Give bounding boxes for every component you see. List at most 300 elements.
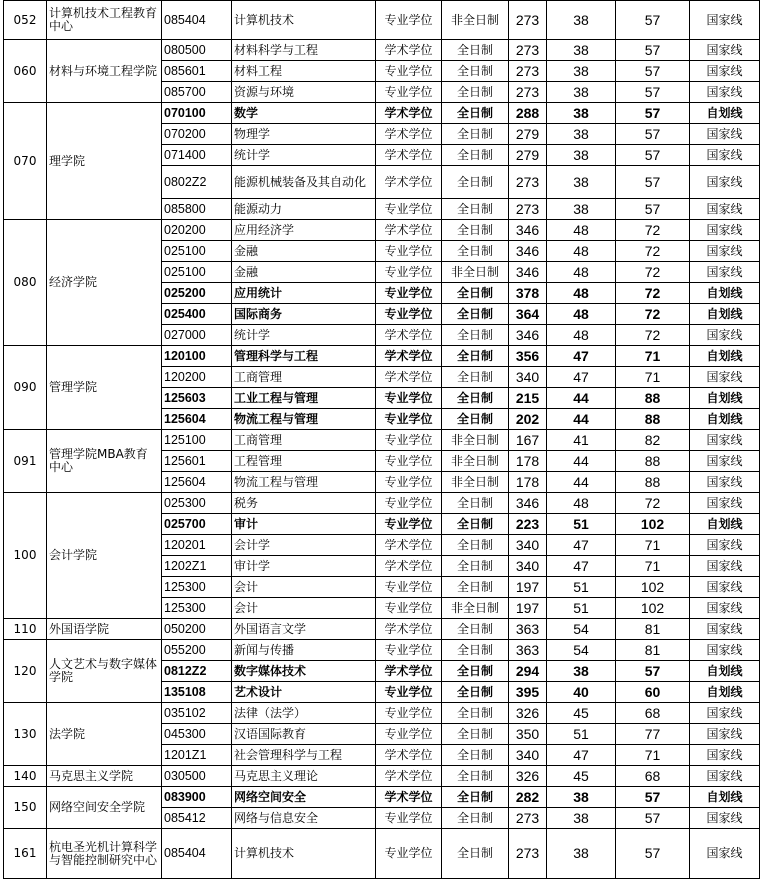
line-type-cell: 自划线 <box>690 283 760 304</box>
line-type-cell: 自划线 <box>690 661 760 682</box>
college-name-cell: 人文艺术与数字媒体学院 <box>47 640 162 703</box>
single-over-100-score-cell: 71 <box>616 745 690 766</box>
major-code-cell: 085404 <box>162 1 232 40</box>
major-name-cell: 物理学 <box>232 124 376 145</box>
degree-type-cell: 学术学位 <box>376 745 442 766</box>
study-mode-cell: 全日制 <box>442 367 509 388</box>
major-code-cell: 050200 <box>162 619 232 640</box>
line-type-cell: 国家线 <box>690 619 760 640</box>
table-row <box>4 703 760 724</box>
single-over-100-score-cell: 57 <box>616 124 690 145</box>
single-over-100-score-cell: 82 <box>616 430 690 451</box>
major-code-cell: 1201Z1 <box>162 745 232 766</box>
line-type-cell: 自划线 <box>690 682 760 703</box>
line-type-cell: 国家线 <box>690 829 760 879</box>
single-over-100-score-cell: 57 <box>616 61 690 82</box>
degree-type-cell: 专业学位 <box>376 451 442 472</box>
study-mode-cell: 全日制 <box>442 619 509 640</box>
major-code-cell: 045300 <box>162 724 232 745</box>
college-code-cell: 091 <box>4 430 47 493</box>
single-over-100-score-cell: 57 <box>616 661 690 682</box>
total-score-cell: 178 <box>509 451 547 472</box>
major-name-cell: 工商管理 <box>232 367 376 388</box>
single-100-score-cell: 38 <box>547 61 616 82</box>
major-name-cell: 审计 <box>232 514 376 535</box>
major-name-cell: 材料工程 <box>232 61 376 82</box>
total-score-cell: 279 <box>509 124 547 145</box>
degree-type-cell: 学术学位 <box>376 556 442 577</box>
study-mode-cell: 全日制 <box>442 241 509 262</box>
single-100-score-cell: 38 <box>547 661 616 682</box>
single-over-100-score-cell: 72 <box>616 304 690 325</box>
major-name-cell: 网络空间安全 <box>232 787 376 808</box>
line-type-cell: 国家线 <box>690 598 760 619</box>
line-type-cell: 国家线 <box>690 40 760 61</box>
major-name-cell: 数字媒体技术 <box>232 661 376 682</box>
total-score-cell: 340 <box>509 535 547 556</box>
total-score-cell: 273 <box>509 808 547 829</box>
total-score-cell: 326 <box>509 766 547 787</box>
single-100-score-cell: 47 <box>547 535 616 556</box>
major-name-cell: 计算机技术 <box>232 1 376 40</box>
table-row <box>4 220 760 241</box>
degree-type-cell: 学术学位 <box>376 787 442 808</box>
major-name-cell: 能源机械装备及其自动化 <box>232 166 376 199</box>
major-name-cell: 物流工程与管理 <box>232 472 376 493</box>
total-score-cell: 273 <box>509 40 547 61</box>
table-row <box>4 787 760 808</box>
line-type-cell: 自划线 <box>690 514 760 535</box>
study-mode-cell: 全日制 <box>442 829 509 879</box>
total-score-cell: 363 <box>509 640 547 661</box>
major-code-cell: 027000 <box>162 325 232 346</box>
total-score-cell: 378 <box>509 283 547 304</box>
single-over-100-score-cell: 71 <box>616 535 690 556</box>
degree-type-cell: 专业学位 <box>376 283 442 304</box>
major-name-cell: 工商管理 <box>232 430 376 451</box>
study-mode-cell: 全日制 <box>442 283 509 304</box>
study-mode-cell: 全日制 <box>442 703 509 724</box>
degree-type-cell: 学术学位 <box>376 103 442 124</box>
study-mode-cell: 全日制 <box>442 661 509 682</box>
total-score-cell: 273 <box>509 82 547 103</box>
major-code-cell: 025100 <box>162 262 232 283</box>
total-score-cell: 294 <box>509 661 547 682</box>
single-100-score-cell: 48 <box>547 304 616 325</box>
major-code-cell: 035102 <box>162 703 232 724</box>
study-mode-cell: 全日制 <box>442 682 509 703</box>
degree-type-cell: 专业学位 <box>376 409 442 430</box>
major-name-cell: 应用经济学 <box>232 220 376 241</box>
major-code-cell: 070200 <box>162 124 232 145</box>
college-name-cell: 经济学院 <box>47 220 162 346</box>
total-score-cell: 346 <box>509 220 547 241</box>
line-type-cell: 自划线 <box>690 409 760 430</box>
degree-type-cell: 学术学位 <box>376 367 442 388</box>
major-name-cell: 统计学 <box>232 325 376 346</box>
major-code-cell: 120200 <box>162 367 232 388</box>
degree-type-cell: 专业学位 <box>376 1 442 40</box>
single-over-100-score-cell: 77 <box>616 724 690 745</box>
table-row <box>4 619 760 640</box>
major-code-cell: 071400 <box>162 145 232 166</box>
degree-type-cell: 专业学位 <box>376 493 442 514</box>
single-over-100-score-cell: 57 <box>616 103 690 124</box>
single-over-100-score-cell: 72 <box>616 241 690 262</box>
major-name-cell: 数学 <box>232 103 376 124</box>
study-mode-cell: 全日制 <box>442 493 509 514</box>
single-over-100-score-cell: 68 <box>616 766 690 787</box>
degree-type-cell: 专业学位 <box>376 82 442 103</box>
college-name-cell: 马克思主义学院 <box>47 766 162 787</box>
single-100-score-cell: 38 <box>547 808 616 829</box>
single-100-score-cell: 48 <box>547 220 616 241</box>
line-type-cell: 国家线 <box>690 808 760 829</box>
total-score-cell: 167 <box>509 430 547 451</box>
single-100-score-cell: 44 <box>547 409 616 430</box>
line-type-cell: 自划线 <box>690 103 760 124</box>
degree-type-cell: 专业学位 <box>376 241 442 262</box>
major-name-cell: 会计 <box>232 577 376 598</box>
table-row <box>4 40 760 61</box>
major-code-cell: 0802Z2 <box>162 166 232 199</box>
single-over-100-score-cell: 88 <box>616 388 690 409</box>
major-name-cell: 网络与信息安全 <box>232 808 376 829</box>
major-code-cell: 030500 <box>162 766 232 787</box>
degree-type-cell: 专业学位 <box>376 640 442 661</box>
table-row <box>4 103 760 124</box>
total-score-cell: 223 <box>509 514 547 535</box>
line-type-cell: 自划线 <box>690 787 760 808</box>
major-code-cell: 025700 <box>162 514 232 535</box>
degree-type-cell: 专业学位 <box>376 388 442 409</box>
college-name-cell: 会计学院 <box>47 493 162 619</box>
major-code-cell: 135108 <box>162 682 232 703</box>
single-over-100-score-cell: 71 <box>616 367 690 388</box>
table-row <box>4 1 760 40</box>
table-row <box>4 430 760 451</box>
degree-type-cell: 专业学位 <box>376 199 442 220</box>
single-100-score-cell: 40 <box>547 682 616 703</box>
study-mode-cell: 全日制 <box>442 166 509 199</box>
major-name-cell: 工业工程与管理 <box>232 388 376 409</box>
study-mode-cell: 全日制 <box>442 577 509 598</box>
single-100-score-cell: 47 <box>547 346 616 367</box>
single-100-score-cell: 47 <box>547 745 616 766</box>
major-code-cell: 085412 <box>162 808 232 829</box>
major-name-cell: 审计学 <box>232 556 376 577</box>
total-score-cell: 215 <box>509 388 547 409</box>
major-name-cell: 会计学 <box>232 535 376 556</box>
degree-type-cell: 专业学位 <box>376 829 442 879</box>
line-type-cell: 自划线 <box>690 304 760 325</box>
major-code-cell: 025400 <box>162 304 232 325</box>
line-type-cell: 国家线 <box>690 241 760 262</box>
line-type-cell: 国家线 <box>690 199 760 220</box>
college-name-cell: 管理学院 <box>47 346 162 430</box>
degree-type-cell: 专业学位 <box>376 304 442 325</box>
college-name-cell: 理学院 <box>47 103 162 220</box>
total-score-cell: 288 <box>509 103 547 124</box>
college-name-cell: 杭电圣光机计算科学与智能控制研究中心 <box>47 829 162 879</box>
line-type-cell: 国家线 <box>690 262 760 283</box>
major-name-cell: 金融 <box>232 262 376 283</box>
major-name-cell: 金融 <box>232 241 376 262</box>
total-score-cell: 346 <box>509 493 547 514</box>
single-100-score-cell: 38 <box>547 829 616 879</box>
degree-type-cell: 专业学位 <box>376 724 442 745</box>
study-mode-cell: 全日制 <box>442 556 509 577</box>
total-score-cell: 340 <box>509 556 547 577</box>
major-name-cell: 能源动力 <box>232 199 376 220</box>
total-score-cell: 197 <box>509 598 547 619</box>
degree-type-cell: 专业学位 <box>376 61 442 82</box>
study-mode-cell: 全日制 <box>442 325 509 346</box>
single-100-score-cell: 38 <box>547 145 616 166</box>
line-type-cell: 国家线 <box>690 766 760 787</box>
total-score-cell: 273 <box>509 61 547 82</box>
major-name-cell: 国际商务 <box>232 304 376 325</box>
major-name-cell: 艺术设计 <box>232 682 376 703</box>
single-100-score-cell: 41 <box>547 430 616 451</box>
single-100-score-cell: 48 <box>547 241 616 262</box>
major-code-cell: 085404 <box>162 829 232 879</box>
degree-type-cell: 学术学位 <box>376 124 442 145</box>
line-type-cell: 国家线 <box>690 493 760 514</box>
major-code-cell: 055200 <box>162 640 232 661</box>
total-score-cell: 197 <box>509 577 547 598</box>
single-over-100-score-cell: 88 <box>616 409 690 430</box>
total-score-cell: 395 <box>509 682 547 703</box>
single-over-100-score-cell: 71 <box>616 346 690 367</box>
total-score-cell: 202 <box>509 409 547 430</box>
college-name-cell: 计算机技术工程教育中心 <box>47 1 162 40</box>
single-over-100-score-cell: 57 <box>616 82 690 103</box>
degree-type-cell: 专业学位 <box>376 430 442 451</box>
major-code-cell: 085601 <box>162 61 232 82</box>
single-100-score-cell: 51 <box>547 724 616 745</box>
study-mode-cell: 全日制 <box>442 199 509 220</box>
degree-type-cell: 专业学位 <box>376 514 442 535</box>
single-over-100-score-cell: 72 <box>616 283 690 304</box>
single-over-100-score-cell: 102 <box>616 577 690 598</box>
total-score-cell: 356 <box>509 346 547 367</box>
line-type-cell: 国家线 <box>690 166 760 199</box>
single-100-score-cell: 38 <box>547 166 616 199</box>
major-code-cell: 125604 <box>162 472 232 493</box>
study-mode-cell: 全日制 <box>442 766 509 787</box>
college-name-cell: 网络空间安全学院 <box>47 787 162 829</box>
line-type-cell: 国家线 <box>690 703 760 724</box>
degree-type-cell: 专业学位 <box>376 598 442 619</box>
degree-type-cell: 学术学位 <box>376 166 442 199</box>
study-mode-cell: 全日制 <box>442 409 509 430</box>
single-100-score-cell: 38 <box>547 1 616 40</box>
single-over-100-score-cell: 57 <box>616 166 690 199</box>
single-100-score-cell: 38 <box>547 40 616 61</box>
college-code-cell: 100 <box>4 493 47 619</box>
degree-type-cell: 专业学位 <box>376 577 442 598</box>
degree-type-cell: 专业学位 <box>376 703 442 724</box>
single-100-score-cell: 38 <box>547 103 616 124</box>
study-mode-cell: 全日制 <box>442 640 509 661</box>
table-row <box>4 493 760 514</box>
major-code-cell: 020200 <box>162 220 232 241</box>
total-score-cell: 363 <box>509 619 547 640</box>
major-name-cell: 材料科学与工程 <box>232 40 376 61</box>
college-name-cell: 外国语学院 <box>47 619 162 640</box>
single-100-score-cell: 51 <box>547 598 616 619</box>
major-code-cell: 085700 <box>162 82 232 103</box>
major-code-cell: 125300 <box>162 577 232 598</box>
line-type-cell: 国家线 <box>690 325 760 346</box>
table-row <box>4 829 760 879</box>
study-mode-cell: 非全日制 <box>442 1 509 40</box>
table-row <box>4 766 760 787</box>
single-over-100-score-cell: 81 <box>616 640 690 661</box>
study-mode-cell: 全日制 <box>442 145 509 166</box>
degree-type-cell: 学术学位 <box>376 40 442 61</box>
single-over-100-score-cell: 68 <box>616 703 690 724</box>
single-100-score-cell: 38 <box>547 199 616 220</box>
major-code-cell: 080500 <box>162 40 232 61</box>
single-over-100-score-cell: 102 <box>616 598 690 619</box>
single-over-100-score-cell: 88 <box>616 472 690 493</box>
single-100-score-cell: 47 <box>547 556 616 577</box>
college-code-cell: 070 <box>4 103 47 220</box>
total-score-cell: 273 <box>509 166 547 199</box>
line-type-cell: 自划线 <box>690 388 760 409</box>
study-mode-cell: 全日制 <box>442 388 509 409</box>
major-name-cell: 马克思主义理论 <box>232 766 376 787</box>
study-mode-cell: 全日制 <box>442 304 509 325</box>
single-over-100-score-cell: 57 <box>616 787 690 808</box>
major-name-cell: 新闻与传播 <box>232 640 376 661</box>
degree-type-cell: 学术学位 <box>376 619 442 640</box>
major-code-cell: 085800 <box>162 199 232 220</box>
table-row <box>4 640 760 661</box>
single-over-100-score-cell: 57 <box>616 199 690 220</box>
degree-type-cell: 学术学位 <box>376 325 442 346</box>
study-mode-cell: 全日制 <box>442 724 509 745</box>
major-name-cell: 法律（法学） <box>232 703 376 724</box>
major-code-cell: 070100 <box>162 103 232 124</box>
total-score-cell: 340 <box>509 745 547 766</box>
total-score-cell: 282 <box>509 787 547 808</box>
line-type-cell: 国家线 <box>690 535 760 556</box>
line-type-cell: 国家线 <box>690 577 760 598</box>
major-code-cell: 125603 <box>162 388 232 409</box>
study-mode-cell: 全日制 <box>442 61 509 82</box>
total-score-cell: 346 <box>509 241 547 262</box>
major-name-cell: 应用统计 <box>232 283 376 304</box>
major-name-cell: 管理科学与工程 <box>232 346 376 367</box>
degree-type-cell: 学术学位 <box>376 661 442 682</box>
total-score-cell: 326 <box>509 703 547 724</box>
total-score-cell: 178 <box>509 472 547 493</box>
college-code-cell: 080 <box>4 220 47 346</box>
line-type-cell: 国家线 <box>690 556 760 577</box>
major-code-cell: 125604 <box>162 409 232 430</box>
major-name-cell: 社会管理科学与工程 <box>232 745 376 766</box>
college-name-cell: 法学院 <box>47 703 162 766</box>
study-mode-cell: 非全日制 <box>442 451 509 472</box>
single-over-100-score-cell: 72 <box>616 262 690 283</box>
line-type-cell: 国家线 <box>690 472 760 493</box>
degree-type-cell: 专业学位 <box>376 262 442 283</box>
study-mode-cell: 全日制 <box>442 124 509 145</box>
single-over-100-score-cell: 57 <box>616 808 690 829</box>
study-mode-cell: 非全日制 <box>442 472 509 493</box>
line-type-cell: 自划线 <box>690 346 760 367</box>
degree-type-cell: 学术学位 <box>376 220 442 241</box>
table-row <box>4 346 760 367</box>
college-code-cell: 090 <box>4 346 47 430</box>
major-code-cell: 125300 <box>162 598 232 619</box>
line-type-cell: 国家线 <box>690 124 760 145</box>
line-type-cell: 国家线 <box>690 1 760 40</box>
study-mode-cell: 非全日制 <box>442 598 509 619</box>
line-type-cell: 国家线 <box>690 61 760 82</box>
single-100-score-cell: 38 <box>547 82 616 103</box>
line-type-cell: 国家线 <box>690 430 760 451</box>
major-code-cell: 083900 <box>162 787 232 808</box>
single-over-100-score-cell: 81 <box>616 619 690 640</box>
study-mode-cell: 全日制 <box>442 346 509 367</box>
major-name-cell: 工程管理 <box>232 451 376 472</box>
single-100-score-cell: 38 <box>547 124 616 145</box>
single-over-100-score-cell: 88 <box>616 451 690 472</box>
total-score-cell: 273 <box>509 829 547 879</box>
college-code-cell: 140 <box>4 766 47 787</box>
study-mode-cell: 全日制 <box>442 745 509 766</box>
major-name-cell: 外国语言文学 <box>232 619 376 640</box>
admission-score-table <box>3 0 760 879</box>
total-score-cell: 279 <box>509 145 547 166</box>
college-code-cell: 161 <box>4 829 47 879</box>
single-100-score-cell: 45 <box>547 703 616 724</box>
single-100-score-cell: 48 <box>547 262 616 283</box>
single-100-score-cell: 54 <box>547 619 616 640</box>
single-100-score-cell: 44 <box>547 472 616 493</box>
study-mode-cell: 非全日制 <box>442 430 509 451</box>
major-name-cell: 计算机技术 <box>232 829 376 879</box>
college-code-cell: 052 <box>4 1 47 40</box>
major-name-cell: 资源与环境 <box>232 82 376 103</box>
major-code-cell: 0812Z2 <box>162 661 232 682</box>
major-code-cell: 025100 <box>162 241 232 262</box>
single-100-score-cell: 47 <box>547 367 616 388</box>
single-over-100-score-cell: 71 <box>616 556 690 577</box>
degree-type-cell: 学术学位 <box>376 766 442 787</box>
major-name-cell: 物流工程与管理 <box>232 409 376 430</box>
single-over-100-score-cell: 72 <box>616 325 690 346</box>
degree-type-cell: 学术学位 <box>376 145 442 166</box>
major-name-cell: 汉语国际教育 <box>232 724 376 745</box>
study-mode-cell: 全日制 <box>442 103 509 124</box>
total-score-cell: 350 <box>509 724 547 745</box>
degree-type-cell: 学术学位 <box>376 535 442 556</box>
degree-type-cell: 专业学位 <box>376 682 442 703</box>
line-type-cell: 国家线 <box>690 82 760 103</box>
major-code-cell: 120100 <box>162 346 232 367</box>
major-code-cell: 125601 <box>162 451 232 472</box>
college-name-cell: 材料与环境工程学院 <box>47 40 162 103</box>
single-over-100-score-cell: 102 <box>616 514 690 535</box>
study-mode-cell: 全日制 <box>442 220 509 241</box>
study-mode-cell: 全日制 <box>442 535 509 556</box>
single-100-score-cell: 48 <box>547 325 616 346</box>
